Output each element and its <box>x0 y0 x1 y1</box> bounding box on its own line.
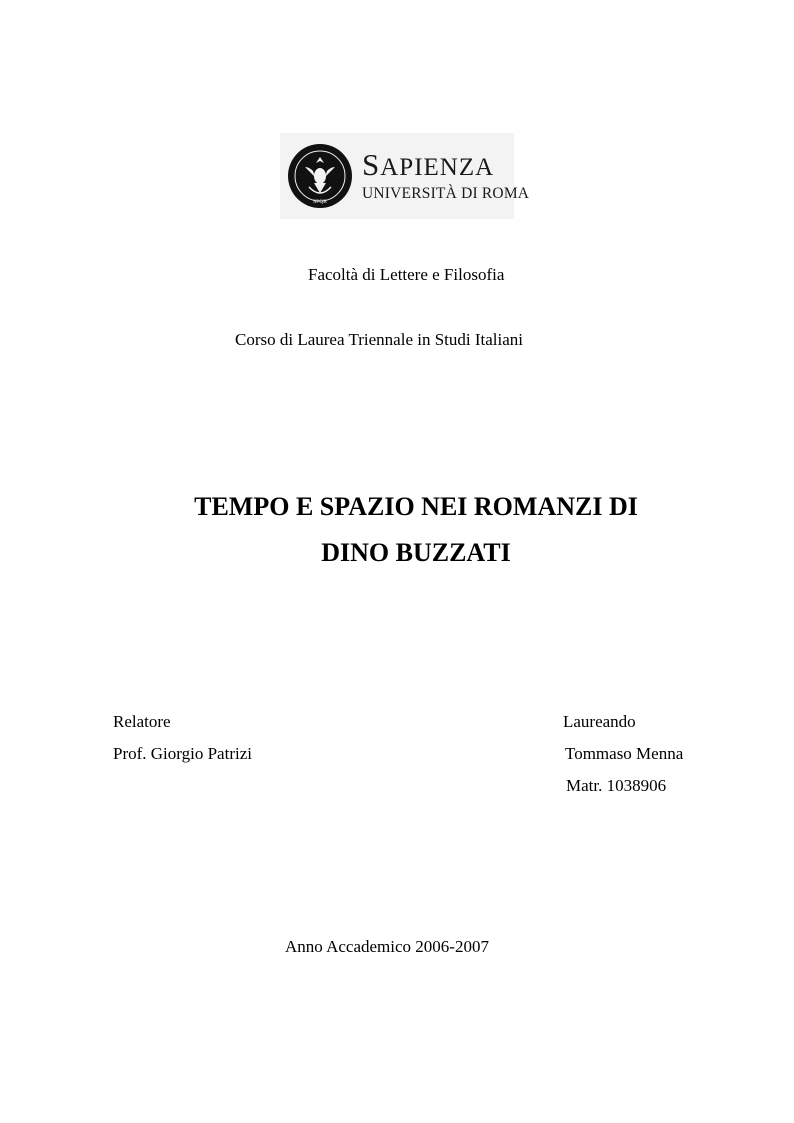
logo-name-rest: APIENZA <box>380 154 495 181</box>
logo-name <box>362 147 494 186</box>
university-logo <box>280 133 530 219</box>
candidate-matricola: Matr. 1038906 <box>566 776 667 795</box>
logo-subtitle: UNIVERSITÀ DI ROMA <box>362 185 530 202</box>
supervisor-label: Relatore <box>113 712 171 731</box>
candidate-name: Tommaso Menna <box>565 744 684 763</box>
supervisor-name: Prof. Giorgio Patrizi <box>113 744 252 763</box>
course-name: Corso di Laurea Triennale in Studi Italiani <box>235 330 524 349</box>
seal-motto: SPQR <box>313 199 327 205</box>
candidate-label: Laureando <box>563 712 636 731</box>
logo-name-initial: S <box>362 147 381 182</box>
sapienza-seal-icon <box>287 143 353 209</box>
thesis-title-line-2: DINO BUZZATI <box>321 538 511 567</box>
thesis-title-line-1: TEMPO E SPAZIO NEI ROMANZI DI <box>194 492 638 521</box>
faculty-name: Facoltà di Lettere e Filosofia <box>308 265 505 284</box>
academic-year: Anno Accademico 2006-2007 <box>285 937 489 956</box>
